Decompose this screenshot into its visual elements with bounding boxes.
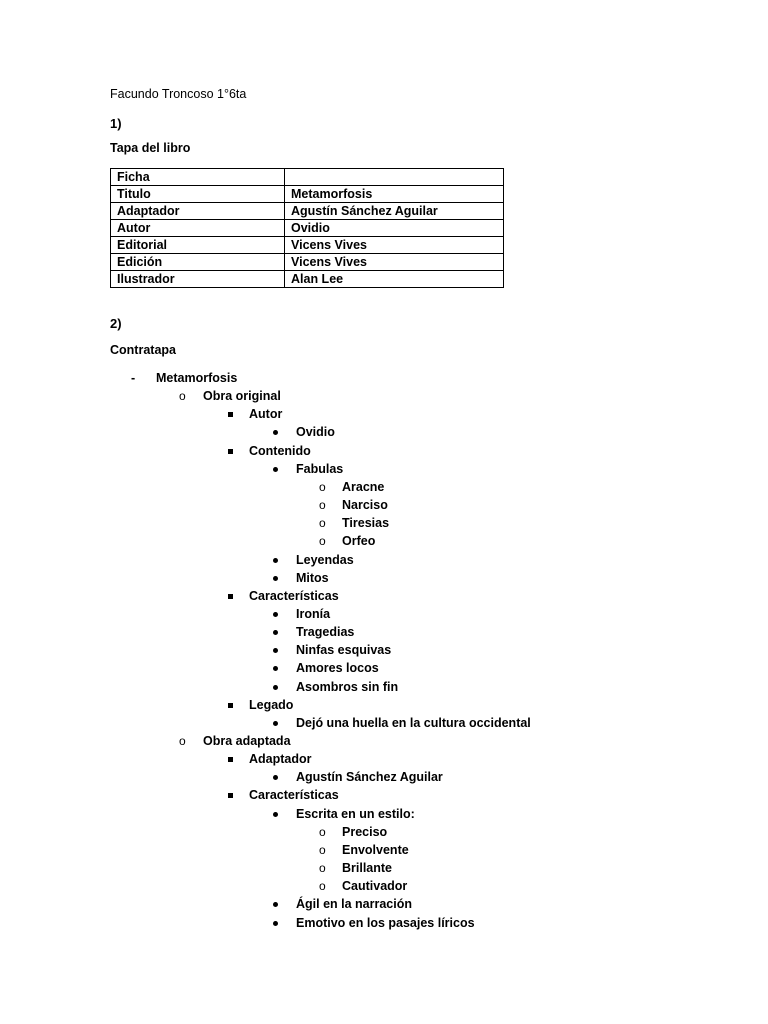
table-row <box>111 220 504 237</box>
dot-bullet-icon <box>273 812 278 817</box>
dot-bullet-icon <box>273 630 278 635</box>
ficha-value-cell: Metamorfosis <box>285 186 504 203</box>
outline-item-level-4: Orfeo <box>342 534 376 548</box>
ficha-header-cell: Ficha <box>111 169 285 186</box>
student-name-line: Facundo Troncoso 1°6ta <box>110 87 247 101</box>
circle-bullet-icon: o <box>319 498 326 512</box>
outline-item-level-3: Asombros sin fin <box>296 680 399 694</box>
outline-item-level-4: Tiresias <box>342 516 390 530</box>
section-1-number: 1) <box>110 116 122 131</box>
outline-item-level-3: Amores locos <box>296 661 379 675</box>
contratapa-heading: Contratapa <box>110 343 176 357</box>
table-row <box>111 271 504 288</box>
ficha-value-cell: Alan Lee <box>285 271 504 288</box>
outline-item-level-2: Legado <box>249 698 294 712</box>
dot-bullet-icon <box>273 921 278 926</box>
section-2-number: 2) <box>110 316 122 331</box>
table-row <box>111 254 504 271</box>
tapa-heading: Tapa del libro <box>110 141 191 155</box>
ficha-value-cell: Vicens Vives <box>285 254 504 271</box>
ficha-label-cell: Autor <box>111 220 285 237</box>
outline-item-level-3: Ironía <box>296 607 331 621</box>
outline-item-level-1: Obra adaptada <box>203 734 291 748</box>
ficha-header-row <box>111 169 504 186</box>
outline-item-level-2: Autor <box>249 407 283 421</box>
outline-item-level-0: Metamorfosis <box>156 371 238 385</box>
dot-bullet-icon <box>273 576 278 581</box>
square-bullet-icon <box>228 449 233 454</box>
outline-item-level-4: Preciso <box>342 825 388 839</box>
circle-bullet-icon: o <box>319 480 326 494</box>
dot-bullet-icon <box>273 685 278 690</box>
ficha-header-cell <box>285 169 504 186</box>
outline-item-level-4: Envolvente <box>342 843 409 857</box>
outline-item-level-3: Dejó una huella en la cultura occidental <box>296 716 531 730</box>
table-row <box>111 203 504 220</box>
outline-item-level-2: Características <box>249 589 339 603</box>
dot-bullet-icon <box>273 902 278 907</box>
outline-item-level-3: Escrita en un estilo: <box>296 807 415 821</box>
square-bullet-icon <box>228 594 233 599</box>
square-bullet-icon <box>228 412 233 417</box>
dot-bullet-icon <box>273 648 278 653</box>
outline-item-level-2: Adaptador <box>249 752 312 766</box>
outline-item-level-3: Ágil en la narración <box>296 897 413 911</box>
dot-bullet-icon <box>273 666 278 671</box>
circle-bullet-icon: o <box>319 516 326 530</box>
ficha-value-cell: Vicens Vives <box>285 237 504 254</box>
ficha-label-cell: Adaptador <box>111 203 285 220</box>
ficha-label-cell: Edición <box>111 254 285 271</box>
table-row <box>111 237 504 254</box>
circle-bullet-icon: o <box>179 734 186 748</box>
circle-bullet-icon: o <box>179 389 186 403</box>
ficha-label-cell: Titulo <box>111 186 285 203</box>
ficha-label-cell: Editorial <box>111 237 285 254</box>
outline-item-level-4: Narciso <box>342 498 388 512</box>
dot-bullet-icon <box>273 775 278 780</box>
table-row <box>111 186 504 203</box>
dot-bullet-icon <box>273 430 278 435</box>
outline-item-level-3: Fabulas <box>296 462 344 476</box>
outline-item-level-1: Obra original <box>203 389 281 403</box>
square-bullet-icon <box>228 757 233 762</box>
outline-item-level-3: Tragedias <box>296 625 355 639</box>
square-bullet-icon <box>228 793 233 798</box>
dot-bullet-icon <box>273 467 278 472</box>
outline-item-level-4: Brillante <box>342 861 393 875</box>
circle-bullet-icon: o <box>319 843 326 857</box>
dot-bullet-icon <box>273 558 278 563</box>
square-bullet-icon <box>228 703 233 708</box>
outline-item-level-3: Mitos <box>296 571 329 585</box>
circle-bullet-icon: o <box>319 825 326 839</box>
outline-item-level-3: Agustín Sánchez Aguilar <box>296 770 443 784</box>
outline-item-level-2: Contenido <box>249 444 311 458</box>
dash-bullet-icon: - <box>131 371 136 385</box>
ficha-value-cell: Ovidio <box>285 220 504 237</box>
outline-item-level-3: Emotivo en los pasajes líricos <box>296 916 475 930</box>
outline-item-level-3: Leyendas <box>296 553 354 567</box>
outline-item-level-4: Aracne <box>342 480 385 494</box>
circle-bullet-icon: o <box>319 879 326 893</box>
outline-item-level-4: Cautivador <box>342 879 408 893</box>
outline-item-level-3: Ninfas esquivas <box>296 643 392 657</box>
ficha-value-cell: Agustín Sánchez Aguilar <box>285 203 504 220</box>
circle-bullet-icon: o <box>319 861 326 875</box>
ficha-label-cell: Ilustrador <box>111 271 285 288</box>
dot-bullet-icon <box>273 612 278 617</box>
circle-bullet-icon: o <box>319 534 326 548</box>
dot-bullet-icon <box>273 721 278 726</box>
outline-item-level-3: Ovidio <box>296 425 335 439</box>
ficha-table <box>110 168 504 288</box>
outline-item-level-2: Características <box>249 788 339 802</box>
